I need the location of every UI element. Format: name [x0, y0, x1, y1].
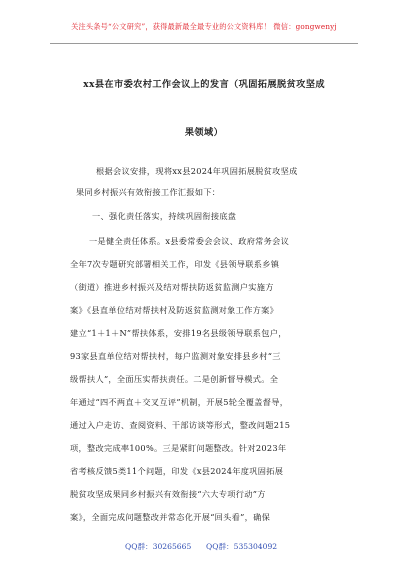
document-title-line2: 果领域） — [184, 127, 224, 138]
paragraph-line: 级帮扶人”，全面压实帮扶责任。二是创新督导模式。全 — [70, 374, 279, 384]
footer — [0, 541, 408, 555]
paragraph-line: 案》，全面完成问题整改并常态化开展“回头看”，确保 — [70, 512, 271, 522]
qq-group-link-2[interactable]: QQ群：535304092 — [206, 542, 278, 551]
paragraph-line: 项，整改完成率100%。三是紧盯问题整改。针对2023年 — [70, 443, 287, 453]
paragraph-line: 建立“1＋1＋N”帮扶体系，安排19名县级领导联系包户， — [70, 328, 287, 338]
paragraph-line: （街道）推进乡村振兴及结对帮扶防返贫监测户实施方 — [70, 282, 274, 292]
document-title-line1: xx县在市委农村工作会议上的发言（巩固拓展脱贫攻坚成 — [83, 79, 325, 90]
paragraph-line: 根据会议安排，现将xx县2024年巩固拓展脱贫攻坚成 — [96, 166, 298, 176]
paragraph-line: 通过入户走访、查阅资料、干部访谈等形式，整改问题215 — [70, 420, 291, 430]
header-banner: 关注头条号“公文研究”，获得最新最全最专业的公文资料库！ 微信：gongwenyj — [71, 22, 337, 31]
paragraph-line: 93家县直单位结对帮扶村，每户监测对象安排县乡村“三 — [70, 351, 281, 361]
paragraph-line: 一是健全责任体系。x县委常委会会议、政府常务会议 — [89, 236, 290, 246]
header-divider — [50, 43, 358, 44]
qq-group-link-1[interactable]: QQ群：30265665 — [125, 542, 192, 551]
paragraph-line: 年通过“四不两直＋交叉互评”机制，开展5轮全覆盖督导， — [70, 397, 289, 407]
paragraph-line: 果同乡村振兴有效衔接工作汇报如下： — [76, 187, 221, 197]
section-heading: 一、强化责任落实，持续巩固衔接底盘 — [92, 211, 237, 221]
paragraph-line: 省考核反馈5类11个问题，印发《x县2024年度巩固拓展 — [70, 466, 284, 476]
paragraph-line: 全年7次专题研究部署相关工作，印发《县领导联系乡镇 — [70, 259, 280, 269]
paragraph-line: 案》《县直单位结对帮扶村及防返贫监测对象工作方案》 — [70, 305, 279, 315]
paragraph-line: 脱贫攻坚成果同乡村振兴有效衔接“六大专项行动”方 — [70, 489, 266, 499]
